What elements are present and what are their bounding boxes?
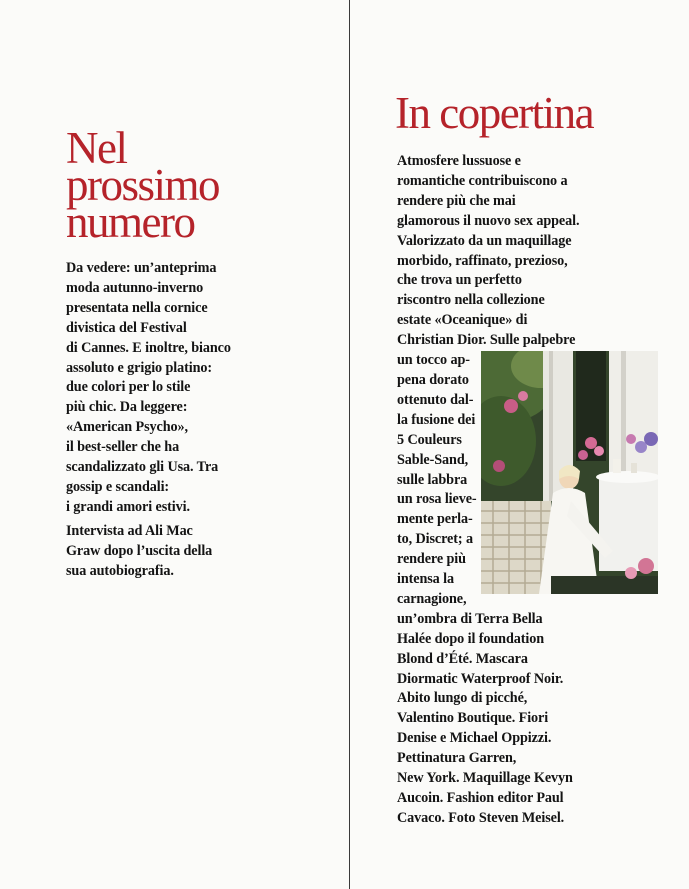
cover-heading: In copertina (395, 88, 594, 138)
text-line: intensa la (397, 571, 454, 588)
text-line: Atmosfere lussuose e (397, 153, 521, 169)
photo-wrap-block (397, 351, 597, 610)
text-line: Cavaco. Foto Steven Meisel. (397, 809, 565, 826)
text-line: Blond d’Été. Mascara (397, 650, 528, 667)
text-line: Denise e Michael Oppizzi. (397, 730, 552, 747)
text-line: sulle labbra (397, 471, 468, 488)
text-line: Graw dopo l’uscita della (66, 542, 213, 559)
text-line: Da vedere: un’anteprima (66, 260, 217, 276)
text-line: assoluto e grigio platino: (66, 359, 212, 376)
text-line: gossip e scandali: (66, 478, 170, 495)
text-line: estate «Oceanique» di (397, 312, 528, 329)
text-line: Pettinatura Garren, (397, 750, 517, 767)
text-line: moda autunno-inverno (66, 279, 204, 296)
text-line: due colori per lo stile (66, 379, 191, 396)
text-line: che trova un perfetto (397, 272, 522, 289)
cover-text (397, 152, 597, 829)
text-line: un tocco ap- (397, 352, 470, 369)
text-line: pena dorato (397, 371, 469, 388)
text-line: di Cannes. E inoltre, bianco (66, 339, 231, 356)
text-line: il best-seller che ha (66, 439, 180, 456)
text-line: la fusione dei (397, 411, 476, 428)
text-line: mente perla- (397, 511, 473, 528)
text-line: glamorous il nuovo sex appeal. (397, 212, 580, 229)
text-line: to, Discret; a (397, 531, 473, 548)
text-line: scandalizzato gli Usa. Tra (66, 459, 219, 476)
text-line: Abito lungo di picché, (397, 690, 528, 707)
text-line: presentata nella cornice (66, 299, 208, 316)
text-line: rendere più (397, 551, 466, 568)
text-line: New York. Maquillage Kevyn (397, 770, 573, 787)
text-line: Diormatic Waterproof Noir. (397, 670, 564, 687)
text-line: Intervista ad Ali Mac (66, 522, 193, 539)
cover-column (397, 90, 667, 829)
column-divider (349, 0, 350, 889)
text-line: Valorizzato da un maquillage (397, 232, 572, 249)
heading-line: prossimo (66, 160, 220, 210)
cover-photo (481, 351, 658, 594)
text-line: morbido, raffinato, prezioso, (397, 252, 568, 269)
heading-line: numero (66, 197, 195, 247)
narrow-text (397, 351, 477, 610)
text-line: rendere più che mai (397, 192, 516, 209)
text-line: divistica del Festival (66, 319, 187, 336)
text-line: Christian Dior. Sulle palpebre (397, 332, 576, 349)
next-issue-heading (66, 123, 336, 247)
text-line: Sable-Sand, (397, 451, 469, 468)
text-line: riscontro nella collezione (397, 292, 545, 309)
text-line: Aucoin. Fashion editor Paul (397, 790, 564, 806)
text-line: un rosa lieve- (397, 491, 477, 508)
text-line: romantiche contribuiscono a (397, 172, 568, 189)
text-line: ottenuto dal- (397, 391, 474, 408)
text-line: più chic. Da leggere: (66, 399, 188, 416)
text-line: 5 Couleurs (397, 431, 462, 448)
text-line: i grandi amori estivi. (66, 498, 190, 515)
next-issue-text (66, 259, 256, 582)
text-line: un’ombra di Terra Bella (397, 610, 543, 627)
text-line: Valentino Boutique. Fiori (397, 710, 549, 727)
heading-line: Nel (66, 123, 127, 173)
text-line: sua autobiografia. (66, 562, 174, 579)
text-line: carnagione, (397, 590, 467, 607)
text-line: «American Psycho», (66, 419, 188, 436)
text-line: Halée dopo il foundation (397, 630, 544, 647)
next-issue-column (66, 123, 336, 582)
